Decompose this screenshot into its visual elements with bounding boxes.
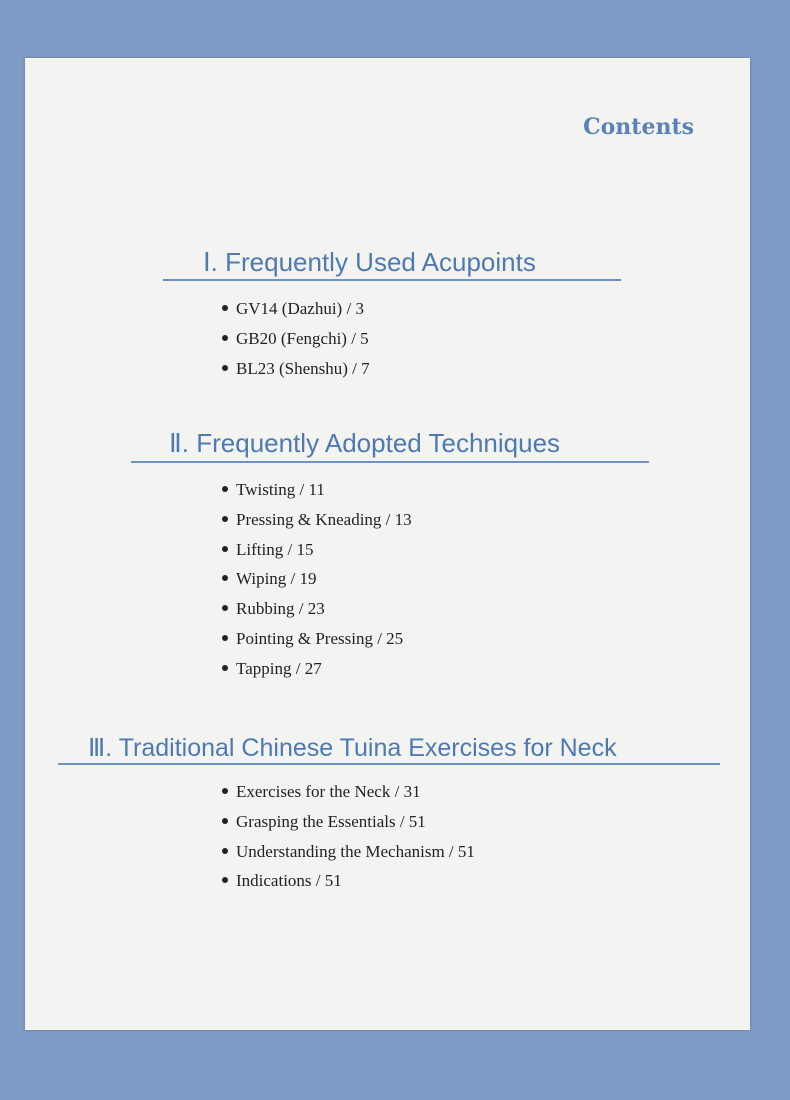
toc-entry-label: Pressing & Kneading / 13	[236, 509, 412, 529]
bullet-icon	[222, 605, 228, 611]
toc-entry[interactable]	[222, 837, 475, 867]
toc-entry-label: Lifting / 15	[236, 539, 314, 559]
toc-entry-label: Twisting / 11	[236, 480, 325, 499]
toc-list	[222, 475, 412, 684]
toc-entry-label: GV14 (Dazhui) / 3	[236, 299, 364, 318]
toc-entry[interactable]	[222, 294, 370, 324]
toc-entry[interactable]	[222, 324, 370, 354]
bullet-icon	[222, 665, 228, 671]
toc-list	[222, 294, 370, 383]
section-heading	[169, 428, 560, 459]
bullet-icon	[222, 516, 228, 522]
bullet-icon	[222, 335, 228, 341]
toc-entry[interactable]	[222, 354, 370, 384]
section-underline	[131, 461, 649, 463]
toc-entry-label: Understanding the Mechanism / 51	[236, 841, 475, 861]
bullet-icon	[222, 877, 228, 883]
toc-entry[interactable]	[222, 564, 412, 594]
page-title: Contents	[583, 114, 694, 140]
bleed-through-decoration	[75, 206, 103, 246]
toc-entry-label: GB20 (Fengchi) / 5	[236, 328, 369, 348]
toc-entry[interactable]	[222, 624, 412, 654]
bullet-icon	[222, 848, 228, 854]
bullet-icon	[222, 818, 228, 824]
toc-entry-label: Rubbing / 23	[236, 599, 325, 619]
toc-entry[interactable]	[222, 866, 475, 896]
toc-entry-label: Grasping the Essentials / 51	[236, 811, 426, 831]
section-title: . Frequently Used Acupoints	[210, 247, 536, 277]
section-title: . Frequently Adopted Techniques	[181, 428, 561, 458]
bullet-icon	[222, 365, 228, 371]
bullet-icon	[222, 788, 228, 794]
toc-entry-label: BL23 (Shenshu) / 7	[236, 358, 370, 378]
section-numeral: Ⅰ	[203, 248, 211, 277]
section-numeral: Ⅲ	[88, 735, 106, 762]
toc-list	[222, 777, 475, 896]
toc-entry[interactable]	[222, 777, 475, 807]
section-heading	[203, 247, 536, 278]
toc-entry-label: Pointing & Pressing / 25	[236, 628, 404, 648]
bullet-icon	[222, 575, 228, 581]
toc-entry[interactable]	[222, 654, 412, 684]
bullet-icon	[222, 635, 228, 641]
toc-entry[interactable]	[222, 505, 412, 535]
book-page	[25, 58, 750, 1030]
bullet-icon	[222, 546, 228, 552]
toc-entry[interactable]	[222, 535, 412, 565]
toc-entry[interactable]	[222, 475, 412, 505]
toc-entry[interactable]	[222, 594, 412, 624]
bullet-icon	[222, 305, 228, 311]
toc-entry-label: Wiping / 19	[236, 569, 317, 589]
toc-entry-label: Indications / 51	[236, 871, 342, 891]
section-underline	[163, 279, 621, 281]
toc-entry[interactable]	[222, 807, 475, 837]
section-title: . Traditional Chinese Tuina Exercises for Neck	[105, 734, 617, 762]
bullet-icon	[222, 486, 228, 492]
section-heading	[88, 733, 617, 763]
section-underline	[58, 763, 720, 765]
toc-entry-label: Tapping / 27	[236, 658, 322, 678]
toc-entry-label: Exercises for the Neck / 31	[236, 782, 421, 801]
section-numeral: Ⅱ	[169, 429, 182, 458]
